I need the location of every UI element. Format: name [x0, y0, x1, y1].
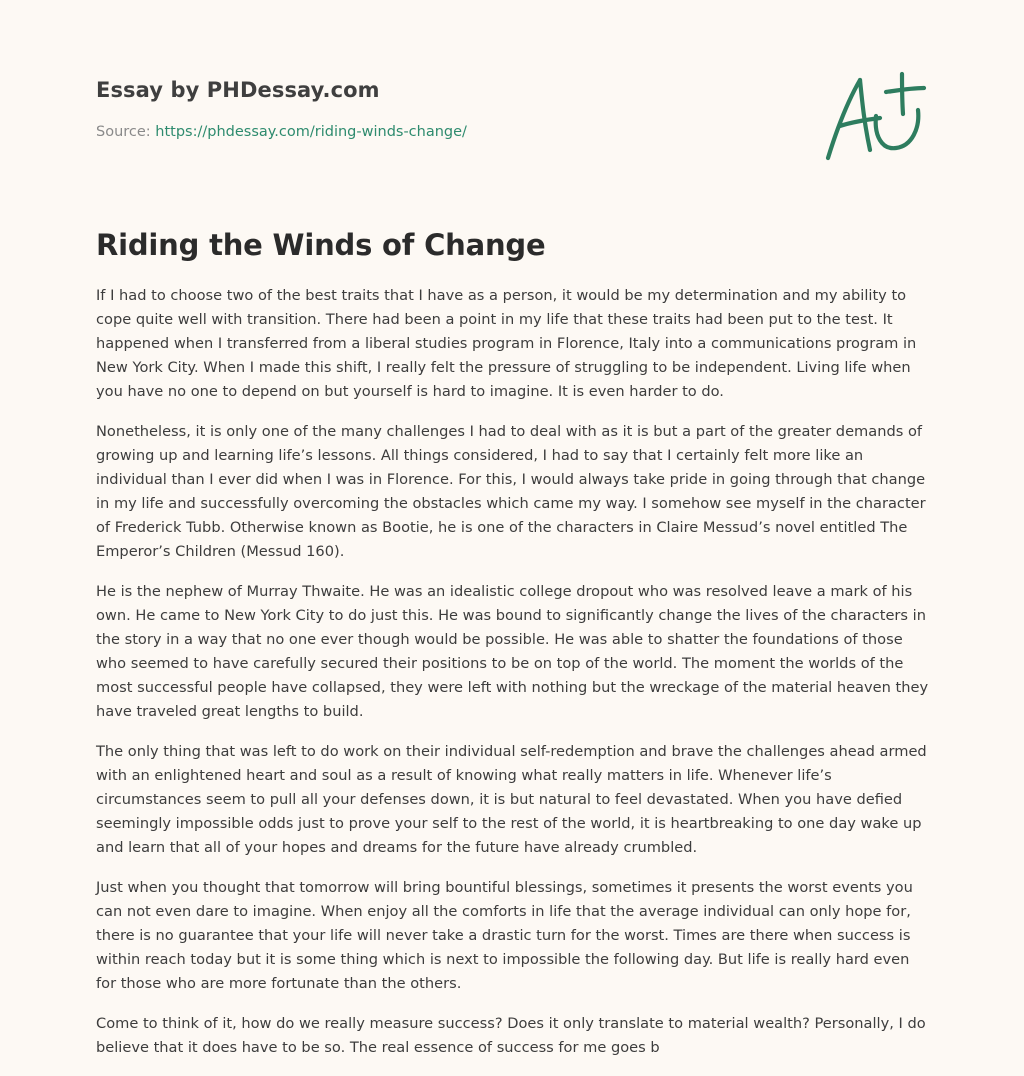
essay-paragraph: Nonetheless, it is only one of the many challenges I had to deal with as it is but a part of the greater demands of growing up and learning life’s lessons. All things considered, I had to say that I certainly felt more like an individual than I ever did when I was in Florence. For this, I would always take pride in going through that change in my life and successfully overcoming the obstacles which came my way. I somehow see myself in the character of Frederick Tubb. Otherwise known as Bootie, he is one of the characters in Claire Messud’s novel entitled The Emperor’s Children (Messud 160).: [96, 423, 926, 560]
essay-title: Riding the Winds of Change: [96, 228, 546, 262]
essay-paragraph: The only thing that was left to do work on their individual self-redemption and brave the challenges ahead armed with an enlightened heart and soul as a result of knowing what really matters in life. Whenever life’s circumstances seem to pull all your defenses down, it is but natural to feel devastated. When you have defied seemingly impossible odds just to prove your self to the rest of the world, it is heartbreaking to one day wake up and learn that all of your hopes and dreams for the future have already crumbled.: [96, 743, 927, 856]
site-brand: Essay by PHDessay.com: [96, 78, 380, 102]
essay-paragraph: If I had to choose two of the best traits that I have as a person, it would be my determination and my ability to cope quite well with transition. There had been a point in my life that these traits had been put to the test. It happened when I transferred from a liberal studies program in Florence, Italy into a communications program in New York City. When I made this shift, I really felt the pressure of struggling to be independent. Living life when you have no one to depend on but yourself is hard to imagine. It is even harder to do.: [96, 287, 917, 400]
essay-body: [96, 284, 934, 1076]
source-line: [96, 122, 696, 142]
essay-paragraph: He is the nephew of Murray Thwaite. He was an idealistic college dropout who was resolved leave a mark of his own. He came to New York City to do just this. He was bound to significantly change the lives of the characters in the story in a way that no one ever though would be possible. He was able to shatter the foundations of those who seemed to have carefully secured their positions to be on top of the world. The moment the worlds of the most successful people have collapsed, they were left with nothing but the wreckage of the material heaven they have traveled great lengths to build.: [96, 583, 929, 720]
a-plus-logo-icon: [820, 66, 930, 166]
source-link[interactable]: https://phdessay.com/riding-winds-change/: [155, 124, 467, 140]
essay-paragraph: Just when you thought that tomorrow will bring bountiful blessings, sometimes it presents the worst events you can not even dare to imagine. When enjoy all the comforts in life that the average individual can only hope for, there is no guarantee that your life will never take a drastic turn for the worst. Times are there when success is within reach today but it is some thing which is next to impossible the following day. But life is really hard even for those who are more fortunate than the others.: [96, 879, 913, 992]
essay-paragraph: Come to think of it, how do we really measure success? Does it only translate to material wealth? Personally, I do believe that it does have to be so. The real essence of success for me goes b: [96, 1015, 926, 1056]
page-header: [96, 76, 696, 142]
source-label: Source:: [96, 124, 151, 140]
